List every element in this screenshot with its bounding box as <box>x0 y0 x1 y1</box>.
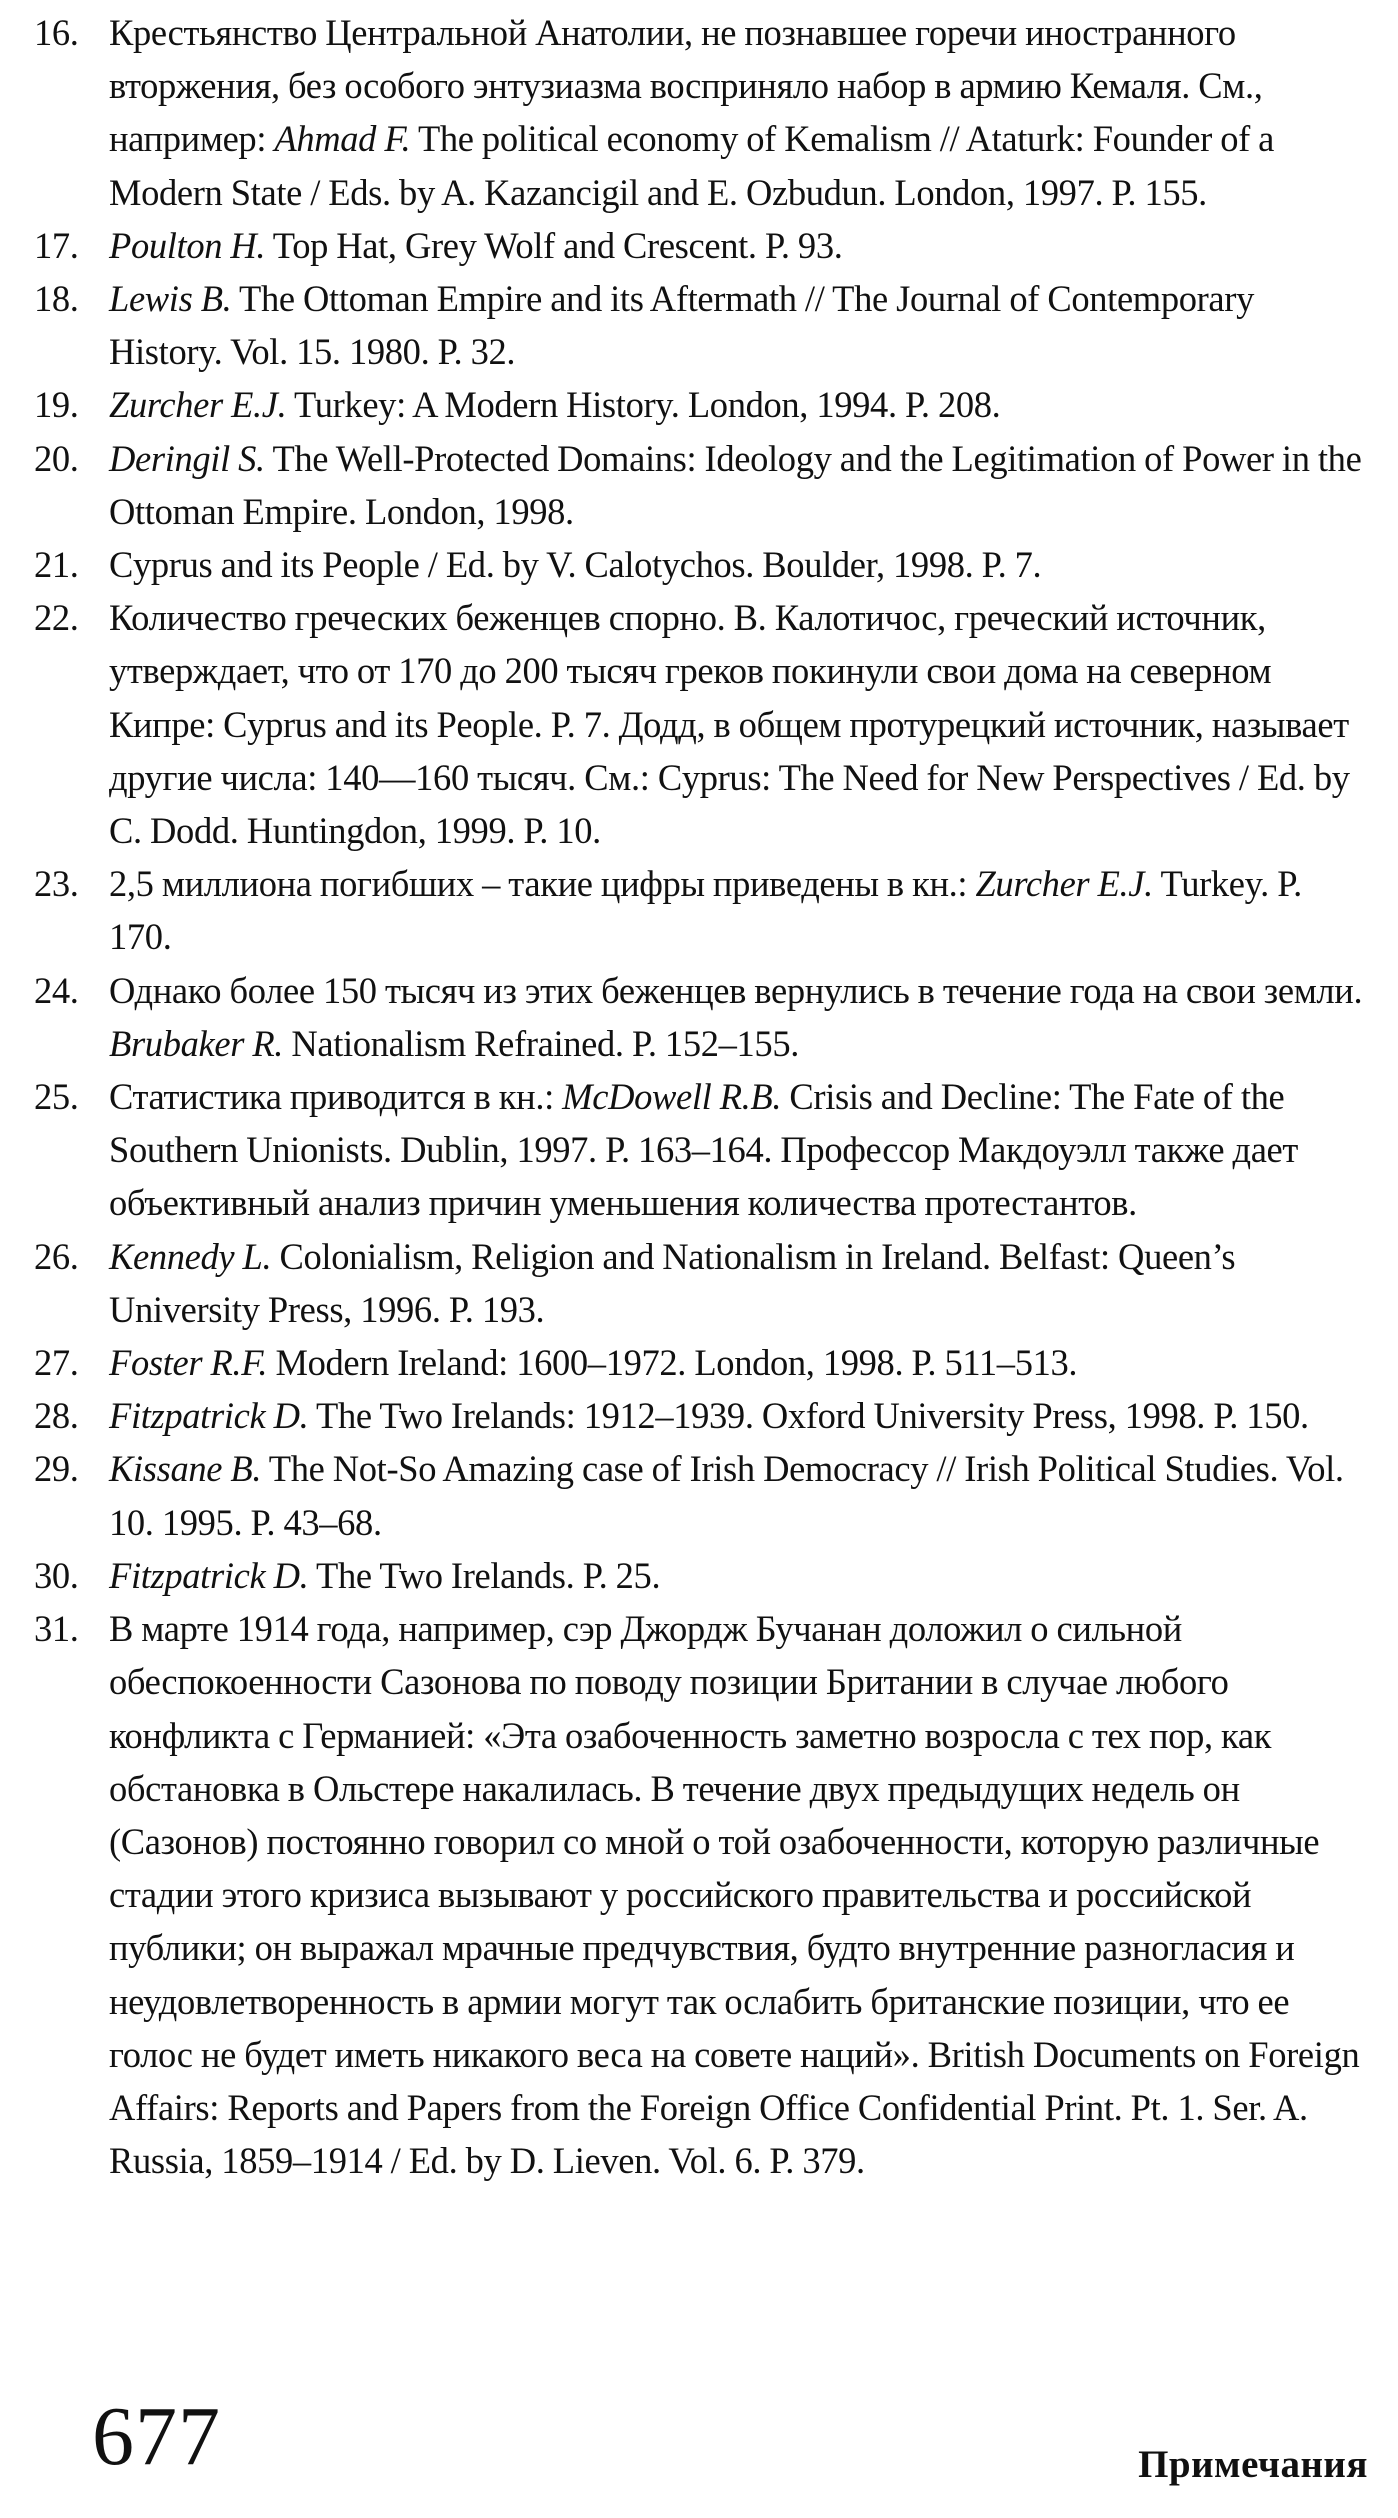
endnote-text <box>109 438 1361 532</box>
endnote-number: 29. <box>34 1448 79 1490</box>
author-name: Ahmad F. <box>274 118 411 160</box>
endnote-text-run: The Two Irelands: 1912–1939. Oxford University Press, 1998. P. 150. <box>308 1395 1309 1437</box>
endnote-text <box>109 970 1362 1064</box>
author-name: Fitzpatrick D. <box>109 1395 309 1437</box>
running-head: Примечания <box>1138 2443 1368 2486</box>
endnote-number: 19. <box>34 384 79 426</box>
endnote <box>34 219 1364 272</box>
endnote <box>34 1070 1364 1230</box>
endnote-text-run: Crisis and Decline: The Fate of the Southern Unionists. Dublin, 1997. P. 163–164. Профессор Макдоуэлл также дает объективный анализ причин уменьшения количества протестантов. <box>109 1076 1298 1224</box>
author-name: Fitzpatrick D. <box>109 1554 309 1596</box>
endnote-text <box>109 384 1000 425</box>
endnote-text-run: Nationalism Refrained. P. 152–155. <box>283 1022 800 1064</box>
endnote <box>34 432 1364 538</box>
endnote-number: 24. <box>34 969 79 1011</box>
endnote <box>34 964 1364 1070</box>
endnote-text-run: Количество греческих беженцев спорно. В. Калотичос, греческий источник, утверждает, что от 170 до 200 тысяч греков покинули свои дома на северном Кипре: Cyprus and its People. P. 7. Додд, в общем протурецкий источник, называет другие числа: 140—160 тысяч. См.: Cyprus: The Need for New Perspectives / Ed. by C. Dodd. Huntingdon, 1999. P. 10. <box>109 597 1350 852</box>
endnote-number: 20. <box>34 437 79 479</box>
endnote-text <box>109 278 1254 372</box>
endnote <box>34 272 1364 378</box>
endnote <box>34 1389 1364 1442</box>
page-number: 677 <box>92 2390 221 2483</box>
author-name: McDowell R.B. <box>562 1076 782 1118</box>
endnote-text-run: Modern Ireland: 1600–1972. London, 1998. P. 511–513. <box>267 1342 1078 1384</box>
endnote <box>34 6 1364 219</box>
endnote-text-run: The Ottoman Empire and its Aftermath // The Journal of Contemporary History. Vol. 15. 1980. P. 32. <box>109 278 1254 373</box>
endnote-number: 31. <box>34 1608 79 1650</box>
endnote-number: 26. <box>34 1235 79 1277</box>
endnote-text-run: The Two Irelands. P. 25. <box>308 1554 661 1596</box>
endnote-number: 30. <box>34 1554 79 1596</box>
endnote-number: 25. <box>34 1076 79 1118</box>
endnote-text-run: The political economy of Kemalism // Ataturk: Founder of a Modern State / Eds. by A. Kazancigil and E. Ozbudun. London, 1997. P. 155. <box>109 118 1275 213</box>
endnote-text <box>109 597 1350 851</box>
endnote-text-run: 2,5 миллиона погибших – такие цифры приведены в кн.: <box>109 863 976 905</box>
author-name: Poulton H. <box>109 224 266 266</box>
endnote <box>34 857 1364 963</box>
endnote-number: 27. <box>34 1342 79 1384</box>
endnote-text <box>109 1395 1309 1436</box>
author-name: Foster R.F. <box>109 1342 268 1384</box>
endnote-text-run: Однако более 150 тысяч из этих беженцев вернулись в течение года на свои земли. <box>109 969 1363 1011</box>
endnote-text-run: Крестьянство Центральной Анатолии, не познавшее горечи иностранного вторжения, без особого энтузиазма восприняло набор в армию Кемаля. См., например: <box>109 12 1263 160</box>
endnote-text <box>109 1448 1344 1542</box>
endnote <box>34 1336 1364 1389</box>
author-name: Zurcher E.J. <box>975 863 1153 905</box>
endnote-number: 28. <box>34 1395 79 1437</box>
endnote <box>34 378 1364 431</box>
endnote-text <box>109 12 1274 213</box>
endnote-text <box>109 1608 1359 2181</box>
endnote-number: 17. <box>34 224 79 266</box>
endnotes-list <box>34 6 1364 2187</box>
endnote-number: 21. <box>34 544 79 586</box>
endnote <box>34 1549 1364 1602</box>
endnote-number: 22. <box>34 597 79 639</box>
endnote-number: 23. <box>34 863 79 905</box>
endnote-text-run: Turkey. P. 170. <box>109 863 1302 958</box>
endnote-text <box>109 1236 1235 1330</box>
endnote-text <box>109 544 1041 585</box>
endnote-text-run: В марте 1914 года, например, сэр Джордж Бучанан доложил о сильной обеспокоенности Сазонова по поводу позиции Британии в случае любого конфликта с Германией: «Эта озабоченность заметно возросла с тех пор, как обстановка в Ольстере накалилась. В течение двух предыдущих недель он (Сазонов) постоянно говорил со мной о той озабоченности, которую различные стадии этого кризиса вызывают у российского правительства и российской публики; он выражал мрачные предчувствия, будто внутренние разногласия и неудовлетворенность в армии могут так ослабить британские позиции, что ее голос не будет иметь никакого веса на совете наций». British Documents on Foreign Affairs: Reports and Papers from the Foreign Office Confidential Print. Pt. 1. Ser. A. Russia, 1859–1914 / Ed. by D. Lieven. Vol. 6. P. 379. <box>109 1608 1360 2182</box>
endnote-text-run: Top Hat, Grey Wolf and Crescent. P. 93. <box>265 224 843 266</box>
endnote-number: 16. <box>34 12 79 53</box>
author-name: Kissane B. <box>109 1448 262 1490</box>
author-name: Deringil S. <box>109 437 265 479</box>
endnote-text-run: The Not-So Amazing case of Irish Democracy // Irish Political Studies. Vol. 10. 1995. P. 43–68. <box>109 1448 1344 1543</box>
endnote-number: 18. <box>34 278 79 320</box>
endnote-text-run: Turkey: A Modern History. London, 1994. P. 208. <box>286 384 1001 426</box>
endnote-text-run: Colonialism, Religion and Nationalism in Ireland. Belfast: Queen’s University Press, 1996. P. 193. <box>109 1235 1236 1330</box>
endnote <box>34 538 1364 591</box>
endnote-text <box>109 1555 660 1596</box>
endnote-text-run: Статистика приводится в кн.: <box>109 1076 563 1118</box>
endnote <box>34 1442 1364 1548</box>
author-name: Zurcher E.J. <box>109 384 287 426</box>
endnote-text-run: Cyprus and its People / Ed. by V. Calotychos. Boulder, 1998. P. 7. <box>109 544 1042 586</box>
author-name: Brubaker R. <box>109 1022 284 1064</box>
endnote-text <box>109 1076 1298 1223</box>
endnote-text <box>109 225 843 266</box>
endnote-text <box>109 1342 1077 1383</box>
endnote <box>34 1602 1364 2187</box>
endnote-text-run: The Well-Protected Domains: Ideology and the Legitimation of Power in the Ottoman Empire. London, 1998. <box>109 437 1362 532</box>
endnote <box>34 1230 1364 1336</box>
endnote-text <box>109 863 1302 957</box>
endnote <box>34 591 1364 857</box>
author-name: Kennedy L. <box>109 1235 272 1277</box>
author-name: Lewis B. <box>109 278 232 320</box>
